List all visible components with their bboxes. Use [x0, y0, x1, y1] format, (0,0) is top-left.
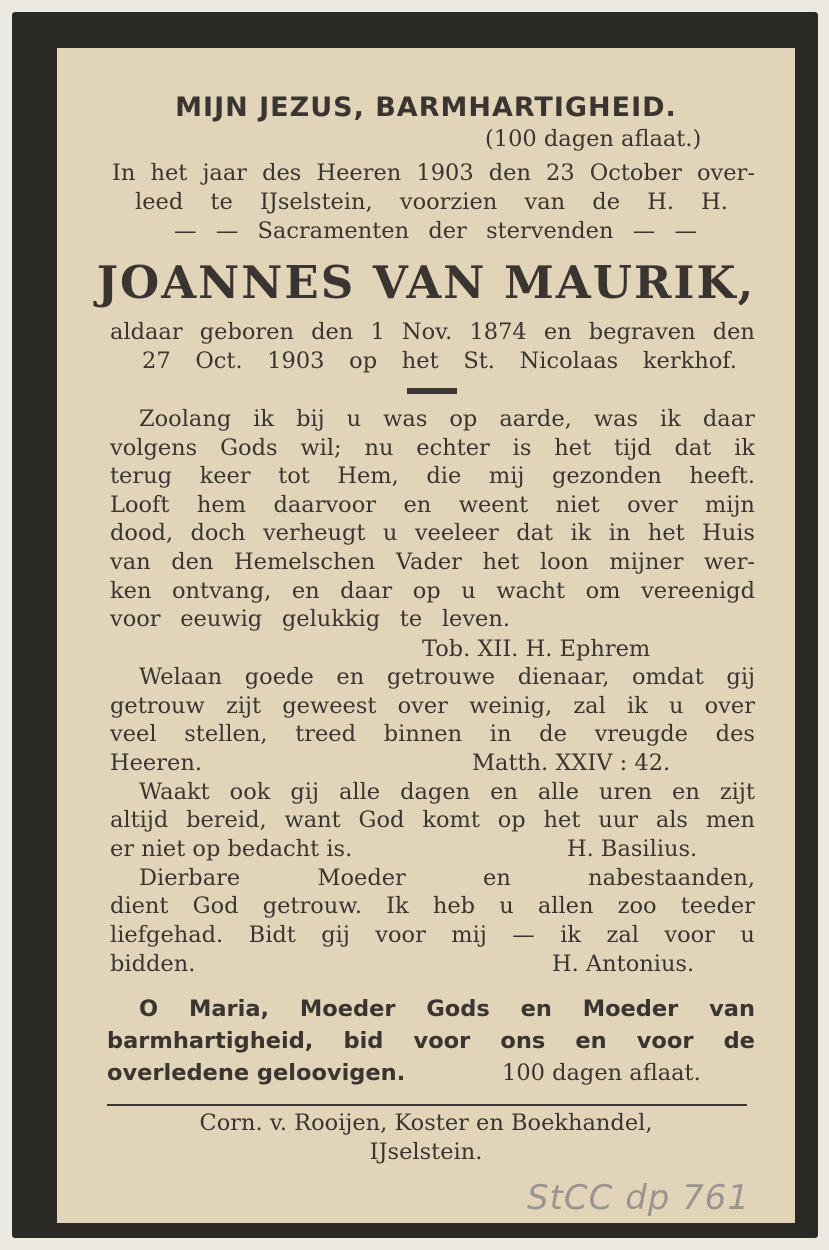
word: u	[499, 893, 514, 919]
ref-antonius: H. Antonius.	[552, 951, 695, 977]
word: keer	[199, 463, 251, 489]
word: daar	[340, 578, 393, 604]
word: ontvang,	[172, 578, 272, 604]
word: ik	[660, 406, 681, 432]
word: Ik	[386, 893, 409, 919]
printer-line-2: IJselstein.	[369, 1139, 483, 1165]
word: Moeder	[317, 865, 406, 891]
word: op	[412, 578, 441, 604]
word: in	[489, 721, 512, 747]
word: en	[403, 492, 432, 518]
word: ik	[734, 435, 755, 461]
word: mij	[488, 463, 525, 489]
word: hem	[196, 492, 247, 518]
word: en	[543, 319, 572, 345]
word: 27	[142, 348, 171, 374]
word: barmhartigheid,	[107, 1028, 314, 1054]
word: over	[704, 693, 755, 719]
word: als	[655, 807, 688, 833]
prayer-line-1	[139, 993, 755, 1025]
word: gezonden	[551, 463, 662, 489]
word: zal	[573, 693, 606, 719]
para3-line-3: er niet op bedacht is.	[110, 836, 353, 862]
word: u	[346, 406, 362, 432]
word: Zoolang	[139, 406, 232, 432]
word: en	[291, 578, 320, 604]
word: Nov.	[401, 319, 453, 345]
burial-line	[142, 347, 737, 376]
word: daarvoor	[273, 492, 377, 518]
word: men	[705, 807, 755, 833]
indulgence-bottom: 100 dagen aflaat.	[502, 1060, 701, 1086]
word: 23	[546, 160, 575, 186]
word: getrouw	[110, 693, 205, 719]
word: God	[192, 893, 239, 919]
indulgence-top: (100 dagen aflaat.)	[485, 126, 702, 152]
word: de	[592, 189, 621, 215]
word: aarde,	[499, 406, 572, 432]
word: nu	[364, 435, 394, 461]
word: wer-	[704, 549, 755, 575]
word: nabestaanden,	[588, 865, 755, 891]
word: O	[139, 996, 159, 1022]
para1-line-3	[110, 462, 755, 491]
para1-line-8	[110, 605, 510, 634]
word: teeder	[680, 893, 755, 919]
word: echter	[416, 435, 490, 461]
word: verheugt	[262, 520, 366, 546]
word: H.	[647, 189, 674, 215]
word: de	[723, 1028, 755, 1054]
word: u	[668, 693, 684, 719]
word: over	[627, 492, 678, 518]
word: zijt	[225, 693, 262, 719]
word: Moeder	[582, 996, 679, 1022]
word: 1903	[267, 348, 325, 374]
word: en	[490, 779, 518, 805]
printer-line-1: Corn. v. Rooijen, Koster en Boekhandel,	[199, 1110, 653, 1136]
word: Moeder	[299, 996, 396, 1022]
word: tot	[278, 463, 310, 489]
word: en	[520, 996, 552, 1022]
card-paper	[57, 48, 795, 1223]
word: gelukkig	[281, 606, 381, 632]
word: Heeren	[316, 160, 402, 186]
word: om	[585, 578, 621, 604]
word: van	[110, 549, 151, 575]
word: IJselstein,	[259, 189, 373, 215]
word: voor	[110, 606, 161, 632]
word: geweest	[282, 693, 377, 719]
word: Sacramenten	[257, 218, 410, 244]
word: aldaar	[110, 319, 183, 345]
word: —	[174, 218, 197, 244]
word: getrouwe	[386, 664, 496, 690]
word: Dierbare	[139, 865, 241, 891]
word: —	[512, 922, 535, 948]
word: den	[171, 549, 214, 575]
word: over	[397, 693, 448, 719]
word: des	[715, 721, 755, 747]
word: den	[712, 319, 755, 345]
word: leven.	[441, 606, 510, 632]
ref-tobias-ephrem: Tob. XII. H. Ephrem	[422, 636, 651, 662]
word: mij	[451, 922, 487, 948]
word: October	[589, 160, 682, 186]
word: stervenden	[486, 218, 614, 244]
word: alle	[537, 779, 579, 805]
word: jaar	[202, 160, 247, 186]
word: In	[112, 160, 136, 186]
word: bereid,	[186, 807, 267, 833]
word: 1903	[416, 160, 474, 186]
word: op	[497, 807, 526, 833]
word: en	[575, 1028, 607, 1054]
word: Waakt	[139, 779, 210, 805]
para3-line-1	[139, 778, 755, 807]
word: u	[461, 578, 476, 604]
word: den	[488, 160, 531, 186]
word: gij	[321, 922, 350, 948]
word: gij	[726, 664, 755, 690]
word: allen	[537, 893, 594, 919]
word: treed	[295, 721, 357, 747]
prayer-line-2	[107, 1025, 755, 1057]
word: voor	[664, 922, 715, 948]
word: zijt	[719, 779, 755, 805]
para1-line-2	[110, 434, 755, 463]
word: geboren	[199, 319, 294, 345]
word: vreugde	[594, 721, 688, 747]
intro-line-3	[174, 217, 697, 246]
word: —	[215, 218, 239, 244]
para3-line-2	[110, 806, 755, 835]
word: liefgehad.	[110, 922, 224, 948]
word: van	[524, 189, 566, 215]
birth-line	[110, 318, 755, 347]
word: het	[401, 348, 439, 374]
word: Hem,	[337, 463, 399, 489]
word: ik	[570, 520, 592, 546]
word: Bidt	[248, 922, 296, 948]
word: Gods	[426, 996, 490, 1022]
word: weent	[458, 492, 529, 518]
word: —	[632, 218, 656, 244]
card-heading: MIJN JEZUS, BARMHARTIGHEID.	[175, 92, 677, 123]
word: den	[311, 319, 354, 345]
word: leed	[135, 189, 184, 215]
para4-line-3	[110, 921, 755, 950]
word: dat	[516, 520, 554, 546]
word: eeuwig	[180, 606, 263, 632]
ref-matthew: Matth. XXIV : 42.	[472, 750, 671, 776]
word: God	[358, 807, 405, 833]
word: en	[672, 779, 700, 805]
word: bij	[296, 406, 325, 432]
word: wacht	[496, 578, 566, 604]
word: het	[543, 807, 581, 833]
word: uren	[598, 779, 653, 805]
word: binnen	[383, 721, 463, 747]
word: wil;	[300, 435, 342, 461]
word: komt	[422, 807, 480, 833]
word: St.	[463, 348, 495, 374]
word: mijn	[704, 492, 755, 518]
word: volgens	[110, 435, 198, 461]
word: ik	[626, 693, 648, 719]
word: —	[674, 218, 697, 244]
word: want	[284, 807, 341, 833]
word: loon	[539, 549, 589, 575]
word: ook	[229, 779, 271, 805]
word: het	[482, 549, 520, 575]
word: omdat	[632, 664, 704, 690]
word: ik	[253, 406, 275, 432]
para2-line-3	[110, 720, 755, 749]
word: en	[483, 865, 511, 891]
word: is	[512, 435, 532, 461]
word: mijner	[609, 549, 684, 575]
prayer-line-3: overledene geloovigen.	[107, 1060, 406, 1086]
word: 1874	[469, 319, 527, 345]
word: stellen,	[184, 721, 268, 747]
word: was	[383, 406, 428, 432]
word: bid	[343, 1028, 384, 1054]
word: voor	[413, 1028, 471, 1054]
word: en	[336, 664, 365, 690]
word: Vader	[395, 549, 462, 575]
word: terug	[110, 463, 173, 489]
word: dagen	[400, 779, 471, 805]
para4-line-2	[110, 892, 755, 921]
word: in	[608, 520, 631, 546]
word: altijd	[110, 807, 169, 833]
word: was	[593, 406, 639, 432]
word: dient	[110, 893, 169, 919]
ornament-divider	[407, 388, 457, 394]
memorial-card	[12, 12, 818, 1238]
word: over-	[696, 160, 755, 186]
word: H.	[701, 189, 728, 215]
word: Maria,	[188, 996, 270, 1022]
deceased-name: JOANNES VAN MAURIK,	[96, 256, 756, 309]
para2-line-1	[139, 663, 755, 692]
word: dat	[674, 435, 712, 461]
word: veeleer	[414, 520, 499, 546]
para1-line-6	[110, 548, 755, 577]
word: dienaar,	[517, 664, 610, 690]
word: ons	[500, 1028, 546, 1054]
word: getrouw.	[262, 893, 362, 919]
word: Welaan	[139, 664, 223, 690]
intro-line-1	[112, 159, 755, 188]
word: die	[426, 463, 462, 489]
ref-basilius: H. Basilius.	[567, 836, 698, 862]
word: dood,	[110, 520, 174, 546]
word: het	[554, 435, 592, 461]
word: vereenigd	[641, 578, 755, 604]
word: heeft.	[689, 463, 755, 489]
word: Huis	[702, 520, 755, 546]
word: Hemelschen	[234, 549, 376, 575]
para1-line-4	[110, 491, 755, 520]
word: doch	[190, 520, 246, 546]
word: u	[740, 922, 755, 948]
word: Oct.	[195, 348, 243, 374]
word: 1	[370, 319, 385, 345]
word: der	[428, 218, 467, 244]
word: voor	[375, 922, 426, 948]
word: daar	[702, 406, 755, 432]
word: Gods	[220, 435, 278, 461]
word: voorzien	[399, 189, 498, 215]
para2-line-4: Heeren.	[110, 750, 202, 776]
word: de	[539, 721, 567, 747]
handwritten-catalog-note: StCC dp 761	[527, 1178, 751, 1218]
word: op	[349, 348, 378, 374]
para2-line-2	[110, 692, 755, 721]
word: begraven	[588, 319, 696, 345]
word: te	[399, 606, 423, 632]
word: tijd	[613, 435, 652, 461]
word: het	[150, 160, 188, 186]
para4-line-1	[139, 864, 755, 893]
word: Looft	[110, 492, 170, 518]
footer-rule	[107, 1104, 747, 1106]
word: het	[647, 520, 685, 546]
para1-line-5	[110, 519, 755, 548]
para1-line-1	[139, 405, 755, 434]
word: u	[382, 520, 398, 546]
para4-line-4: bidden.	[110, 951, 196, 977]
word: des	[262, 160, 302, 186]
word: te	[210, 189, 233, 215]
word: Nicolaas	[519, 348, 619, 374]
word: heb	[432, 893, 476, 919]
word: zal	[606, 922, 639, 948]
word: zoo	[617, 893, 657, 919]
word: niet	[555, 492, 600, 518]
word: van	[709, 996, 755, 1022]
word: gij	[290, 779, 319, 805]
word: alle	[338, 779, 381, 805]
word: veel	[110, 721, 157, 747]
word: ken	[110, 578, 152, 604]
word: kerkhof.	[642, 348, 737, 374]
para1-line-7	[110, 577, 755, 606]
word: goede	[244, 664, 314, 690]
word: voor	[636, 1028, 694, 1054]
word: uur	[598, 807, 638, 833]
word: weinig,	[469, 693, 553, 719]
word: op	[449, 406, 478, 432]
intro-line-2	[135, 188, 728, 217]
word: ik	[560, 922, 582, 948]
